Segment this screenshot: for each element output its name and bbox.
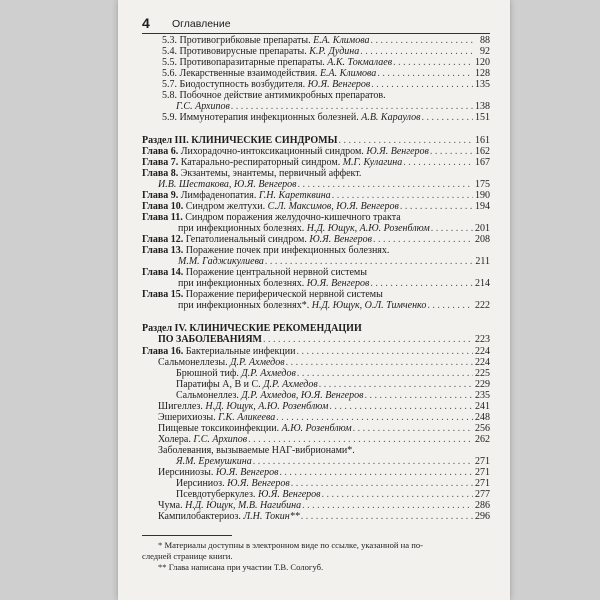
entry-text: 5.8. Побочное действие антимикробных препаратов. xyxy=(162,90,386,101)
toc-entry xyxy=(176,368,490,379)
entry-text: Раздел III. КЛИНИЧЕСКИЕ СИНДРОМЫ xyxy=(142,135,338,146)
toc-entry-title xyxy=(178,223,430,234)
chapter-label: Глава 15. xyxy=(142,289,186,300)
toc-entry xyxy=(176,379,490,390)
leader-dots xyxy=(431,223,473,234)
toc-entry-title xyxy=(142,157,402,168)
entry-page-number: 223 xyxy=(475,334,490,345)
entry-page-number: 256 xyxy=(475,423,490,434)
entry-author: С.Л. Максимов, Ю.Я. Венгеров xyxy=(267,201,399,212)
entry-page-number: 161 xyxy=(475,135,490,146)
toc-entry-title xyxy=(176,379,318,390)
toc-entry xyxy=(142,289,490,300)
toc-entry-title xyxy=(142,289,383,300)
toc-entry xyxy=(142,201,490,212)
chapter-label: Глава 13. xyxy=(142,245,186,256)
toc-entry xyxy=(158,412,490,423)
entry-page-number: 262 xyxy=(475,434,490,445)
toc-entry xyxy=(162,79,490,90)
entry-text: Холера. xyxy=(158,434,194,445)
entry-author: Ю.Я. Венгеров xyxy=(227,478,290,489)
toc-entry xyxy=(176,489,490,500)
toc-entry xyxy=(142,157,490,168)
toc-entry-title xyxy=(162,90,386,101)
entry-text: 5.6. Лекарственные взаимодействия. xyxy=(162,68,320,79)
entry-text: Сальмонеллез. xyxy=(176,390,242,401)
toc-entry-title xyxy=(142,201,399,212)
toc-entry xyxy=(142,190,490,201)
entry-author: Д.Р. Ахмедов xyxy=(263,379,318,390)
toc-entry-title xyxy=(162,35,369,46)
toc-entry-title xyxy=(142,323,362,334)
entry-text: Брюшной тиф. xyxy=(176,368,242,379)
toc-entry-title xyxy=(158,334,262,345)
entry-text: Синдром желтухи. xyxy=(185,201,268,212)
entry-text: 5.4. Противовирусные препараты. xyxy=(162,46,310,57)
leader-dots xyxy=(430,146,473,157)
leader-dots xyxy=(364,390,473,401)
toc-entry xyxy=(158,467,490,478)
leader-dots xyxy=(371,79,473,90)
toc-entry xyxy=(162,68,490,79)
entry-page-number: 229 xyxy=(475,379,490,390)
entry-text: Эшерихиозы. xyxy=(158,412,219,423)
toc-entry xyxy=(162,46,490,57)
toc-entry xyxy=(142,267,490,278)
toc-entry xyxy=(142,245,490,256)
footnote-rule xyxy=(142,535,232,536)
entry-text: Заболевания, вызываемые НАГ-вибрионами*. xyxy=(158,445,355,456)
toc-entry xyxy=(158,500,490,511)
entry-page-number: 135 xyxy=(475,79,490,90)
toc-entry xyxy=(142,234,490,245)
toc-entry xyxy=(158,511,490,522)
entry-author: Л.Н. Токин** xyxy=(243,511,300,522)
entry-text: при инфекционных болезнях*. xyxy=(178,300,312,311)
leader-dots xyxy=(301,511,473,522)
entry-text: Шигеллез. xyxy=(158,401,206,412)
toc-entry-title xyxy=(162,112,420,123)
entry-author: Г.Н. Каретквина xyxy=(258,190,331,201)
entry-author: Ю.Я. Венгеров xyxy=(215,467,279,478)
footnote-1-cont: следней странице книги. xyxy=(142,551,233,561)
footnote-1: * Материалы доступны в электронном виде по ссылке, указанной на по- xyxy=(158,540,424,550)
entry-author: М.М. Гаджикулиева xyxy=(178,256,264,267)
toc-entry xyxy=(158,179,490,190)
entry-page-number: 277 xyxy=(475,489,490,500)
toc-entry-title xyxy=(178,256,264,267)
toc-entry-title xyxy=(158,401,328,412)
entry-page-number: 162 xyxy=(475,146,490,157)
entry-author: Е.А. Климова xyxy=(319,68,377,79)
entry-page-number: 151 xyxy=(475,112,490,123)
toc-entry xyxy=(158,334,490,345)
toc-entry xyxy=(176,390,490,401)
entry-page-number: 175 xyxy=(475,179,490,190)
leader-dots xyxy=(253,456,473,467)
entry-page-number: 271 xyxy=(475,478,490,489)
toc-entry xyxy=(176,478,490,489)
toc-entry xyxy=(178,223,490,234)
toc-entry xyxy=(176,456,490,467)
entry-text: 5.3. Противогрибковые препараты. xyxy=(162,35,314,46)
chapter-label: Глава 14. xyxy=(142,267,186,278)
toc-entry xyxy=(142,168,490,179)
entry-text: Катарально-респираторный синдром. xyxy=(180,157,343,168)
entry-text: Гепатолиенальный синдром. xyxy=(185,234,310,245)
entry-author: Ю.Я. Венгеров xyxy=(306,278,370,289)
entry-author: Е.А. Климова xyxy=(313,35,370,46)
toc-entry xyxy=(162,90,490,101)
entry-text: Поражение периферической нервной системы xyxy=(185,289,383,300)
entry-author: Н.Д. Ющук, О.Л. Тимченко xyxy=(311,300,427,311)
toc-entry xyxy=(158,423,490,434)
toc-entry xyxy=(162,35,490,46)
footnote-2: ** Глава написана при участии Т.В. Сологуб. xyxy=(158,562,324,572)
entry-author: Д.Р. Ахмедов xyxy=(241,368,296,379)
entry-page-number: 235 xyxy=(475,390,490,401)
toc-entry-title xyxy=(176,390,363,401)
entry-text: Поражение почек при инфекционных болезнях. xyxy=(185,245,390,256)
toc-entry xyxy=(158,401,490,412)
toc-entry-title xyxy=(178,278,369,289)
entry-text: Иерсиниоз. xyxy=(176,478,228,489)
leader-dots xyxy=(286,357,473,368)
entry-page-number: 194 xyxy=(475,201,490,212)
leader-dots xyxy=(421,112,473,123)
toc-entry xyxy=(176,101,490,112)
leader-dots xyxy=(319,379,473,390)
leader-dots xyxy=(263,334,473,345)
entry-text: Пищевые токсикоинфекции. xyxy=(158,423,282,434)
entry-page-number: 224 xyxy=(475,357,490,368)
toc-entry-title xyxy=(142,234,372,245)
leader-dots xyxy=(265,256,473,267)
toc-entry xyxy=(178,278,490,289)
entry-author: К.Р. Дудина xyxy=(309,46,360,57)
toc-entry-title xyxy=(158,423,352,434)
book-page xyxy=(118,0,510,600)
entry-text: 5.5. Противопаразитарные препараты. xyxy=(162,57,328,68)
entry-text: Псевдотуберкулез. xyxy=(176,489,258,500)
toc-entry xyxy=(158,445,490,456)
toc-entry-title xyxy=(142,190,331,201)
entry-text: Лимфаденопатия. xyxy=(180,190,259,201)
chapter-label: Глава 6. xyxy=(142,146,181,157)
toc-entry xyxy=(142,135,490,146)
chapter-label: Глава 8. xyxy=(142,168,181,179)
leader-dots xyxy=(248,434,473,445)
entry-page-number: 88 xyxy=(480,35,490,46)
leader-dots xyxy=(332,190,473,201)
toc-entry xyxy=(158,357,490,368)
leader-dots xyxy=(403,157,473,168)
toc-entry-title xyxy=(178,300,426,311)
toc-entry-title xyxy=(158,412,275,423)
toc-entry-title xyxy=(142,146,429,157)
entry-author: А.В. Караулов xyxy=(361,112,421,123)
entry-author: А.К. Токмалаев xyxy=(327,57,393,68)
toc-entry-title xyxy=(176,456,252,467)
entry-page-number: 296 xyxy=(475,511,490,522)
entry-author: М.Г. Кулагина xyxy=(342,157,403,168)
toc-entry-title xyxy=(158,467,278,478)
toc-entry-title xyxy=(162,46,359,57)
leader-dots xyxy=(297,368,473,379)
entry-text: Экзантемы, энантемы, первичный аффект. xyxy=(180,168,362,179)
entry-page-number: 201 xyxy=(475,223,490,234)
entry-page-number: 190 xyxy=(475,190,490,201)
entry-page-number: 120 xyxy=(475,57,490,68)
entry-author: Н.Д. Ющук, А.Ю. Розенблюм xyxy=(306,223,430,234)
entry-text: Паратифы А, В и С. xyxy=(176,379,264,390)
entry-text: Лихорадочно-интоксикационный синдром. xyxy=(180,146,367,157)
leader-dots xyxy=(370,278,473,289)
entry-author: Г.С. Архипов xyxy=(193,434,248,445)
toc-entry xyxy=(158,434,490,445)
entry-text: Поражение центральной нервной системы xyxy=(185,267,367,278)
leader-dots xyxy=(427,300,473,311)
entry-author: Ю.Я. Венгеров xyxy=(309,234,372,245)
entry-text: Иерсиниозы. xyxy=(158,467,216,478)
leader-dots xyxy=(400,201,473,212)
entry-page-number: 241 xyxy=(475,401,490,412)
entry-author: Д.Р. Ахмедов, Ю.Я. Венгеров xyxy=(241,390,364,401)
entry-page-number: 222 xyxy=(475,300,490,311)
leader-dots xyxy=(279,467,473,478)
leader-dots xyxy=(373,234,473,245)
toc-entry-title xyxy=(158,434,247,445)
leader-dots xyxy=(338,135,473,146)
leader-dots xyxy=(370,35,473,46)
toc-entry xyxy=(178,300,490,311)
toc-entry xyxy=(142,146,490,157)
toc-entry-title xyxy=(158,179,297,190)
toc-entry xyxy=(162,112,490,123)
toc-entry-title xyxy=(158,500,301,511)
leader-dots xyxy=(353,423,473,434)
chapter-label: Глава 11. xyxy=(142,212,186,223)
entry-text: Кампилобактериоз. xyxy=(158,511,244,522)
leader-dots xyxy=(377,68,473,79)
entry-page-number: 286 xyxy=(475,500,490,511)
entry-text: Сальмонеллезы. xyxy=(158,357,231,368)
toc-entry-title xyxy=(176,368,296,379)
toc-entry xyxy=(142,212,490,223)
leader-dots xyxy=(302,500,473,511)
entry-author: Ю.Я. Венгеров xyxy=(366,146,429,157)
toc-entry-title xyxy=(158,357,285,368)
toc-entry-title xyxy=(142,212,401,223)
toc-entry-title xyxy=(158,511,300,522)
toc-entry xyxy=(178,256,490,267)
entry-author: Г.С. Архипов xyxy=(176,101,230,112)
toc-entry xyxy=(142,323,490,334)
entry-page-number: 214 xyxy=(475,278,490,289)
page-number: 4 xyxy=(142,15,150,31)
entry-author: Ю.Я. Венгеров xyxy=(257,489,321,500)
page-header xyxy=(142,16,490,32)
leader-dots xyxy=(329,401,473,412)
leader-dots xyxy=(276,412,473,423)
toc-entry-title xyxy=(142,267,367,278)
entry-text: Синдром поражения желудочно-кишечного тракта xyxy=(185,212,401,223)
entry-page-number: 211 xyxy=(475,256,490,267)
chapter-label: Глава 10. xyxy=(142,201,186,212)
leader-dots xyxy=(231,101,473,112)
entry-page-number: 167 xyxy=(475,157,490,168)
toc-entry-title xyxy=(162,57,392,68)
entry-page-number: 225 xyxy=(475,368,490,379)
leader-dots xyxy=(393,57,473,68)
entry-page-number: 271 xyxy=(475,456,490,467)
entry-text: при инфекционных болезнях. xyxy=(178,223,307,234)
entry-text: ПО ЗАБОЛЕВАНИЯМ xyxy=(158,334,262,345)
leader-dots xyxy=(298,179,473,190)
entry-author: А.Ю. Розенблюм xyxy=(281,423,352,434)
entry-page-number: 128 xyxy=(475,68,490,79)
entry-text: при инфекционных болезнях. xyxy=(178,278,307,289)
entry-author: Ю.Я. Венгеров xyxy=(307,79,371,90)
toc-entry xyxy=(162,57,490,68)
entry-text: Бактериальные инфекции xyxy=(185,346,296,357)
toc-entry-title xyxy=(142,135,337,146)
toc-entry-title xyxy=(162,68,376,79)
entry-text: Раздел IV. КЛИНИЧЕСКИЕ РЕКОМЕНДАЦИИ xyxy=(142,323,362,334)
entry-author: Н.Д. Ющук, М.В. Нагибина xyxy=(185,500,302,511)
entry-page-number: 208 xyxy=(475,234,490,245)
entry-page-number: 224 xyxy=(475,346,490,357)
running-title: Оглавление xyxy=(172,18,231,30)
toc-entry-title xyxy=(158,445,355,456)
entry-author: Г.К. Аликеева xyxy=(218,412,276,423)
leader-dots xyxy=(322,489,473,500)
toc-entry-title xyxy=(142,168,361,179)
toc-entry-title xyxy=(176,101,230,112)
entry-text: Чума. xyxy=(158,500,186,511)
entry-author: Я.М. Еремушкина xyxy=(176,456,252,467)
toc-entry-title xyxy=(142,346,295,357)
entry-page-number: 138 xyxy=(475,101,490,112)
entry-page-number: 92 xyxy=(480,46,490,57)
entry-page-number: 271 xyxy=(475,467,490,478)
toc-entry-title xyxy=(162,79,370,90)
entry-text: 5.9. Иммунотерапия инфекционных болезней. xyxy=(162,112,362,123)
toc-entry-title xyxy=(176,478,290,489)
header-rule xyxy=(142,33,490,34)
leader-dots xyxy=(296,346,473,357)
chapter-label: Глава 16. xyxy=(142,346,186,357)
toc-entry-title xyxy=(142,245,389,256)
entry-author: Д.Р. Ахмедов xyxy=(230,357,285,368)
toc-entry-title xyxy=(176,489,321,500)
toc-entry xyxy=(142,346,490,357)
chapter-label: Глава 9. xyxy=(142,190,181,201)
leader-dots xyxy=(360,46,473,57)
chapter-label: Глава 7. xyxy=(142,157,181,168)
entry-author: И.В. Шестакова, Ю.Я. Венгеров xyxy=(158,179,297,190)
entry-page-number: 248 xyxy=(475,412,490,423)
chapter-label: Глава 12. xyxy=(142,234,186,245)
entry-author: Н.Д. Ющук, А.Ю. Розенблюм xyxy=(205,401,329,412)
leader-dots xyxy=(291,478,473,489)
entry-text: 5.7. Биодоступность возбудителя. xyxy=(162,79,308,90)
